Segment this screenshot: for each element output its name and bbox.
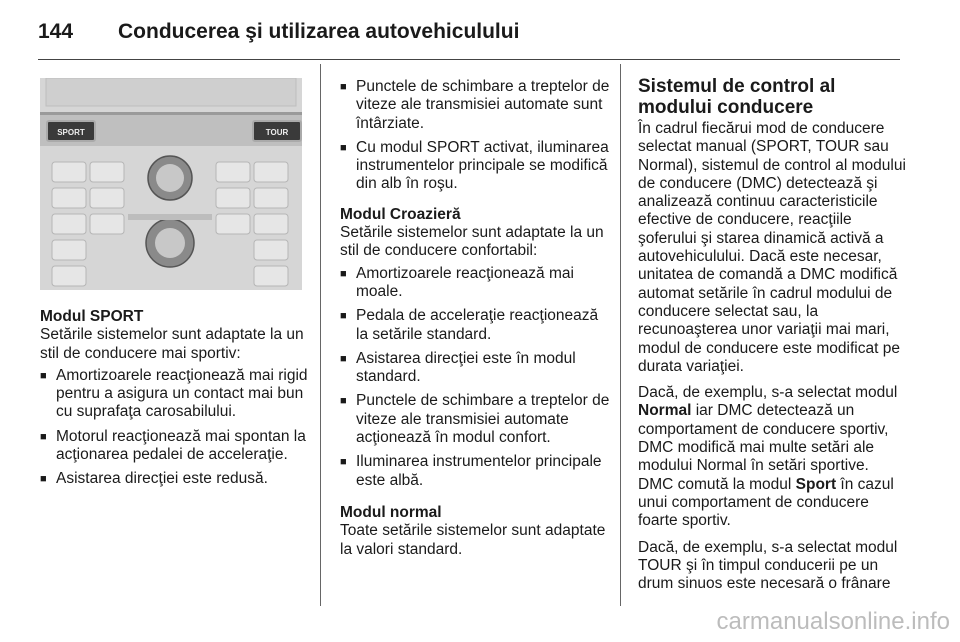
text-run: iar DMC detectează un comportament de conducere sportiv, DMC modifică mai multe setări ale modului Normal în setări sportive. DMC comută la modul xyxy=(638,402,889,493)
column-divider xyxy=(620,64,621,606)
tour-button xyxy=(252,120,302,142)
dmc-heading: Sistemul de control al modului conducere xyxy=(638,76,836,118)
sport-term: Sport xyxy=(795,475,837,493)
list-item: ■ Asistarea direcţiei este redusă. xyxy=(40,470,308,488)
header-rule xyxy=(38,59,900,60)
sport-mode-intro: Setările sistemelor sunt adaptate la un stil de conducere mai sportiv: xyxy=(40,326,304,362)
list-item: ■ Pedala de acceleraţie reacţionează la setările standard. xyxy=(340,307,610,344)
sport-button-label: SPORT xyxy=(57,128,85,137)
text-run: în cazul unui comportament de conducere foarte sportiv. xyxy=(638,475,894,530)
column-divider xyxy=(320,64,321,606)
sport-button xyxy=(46,120,96,142)
dmc-paragraph-3: Dacă, de exemplu, s-a selectat modul TOUR şi în timpul conducerii pe un drum sinuos este necesară o frânare xyxy=(638,538,898,593)
console-photo xyxy=(40,78,302,290)
tour-button-label: TOUR xyxy=(265,128,289,137)
watermark: carmanualsonline.info xyxy=(716,608,950,635)
list-item: ■ Amortizoarele reacţionează mai rigid pentru a asigura un contact mai bun cu suprafaţa carosabilului. xyxy=(40,367,308,422)
page-header xyxy=(38,8,900,60)
list-item: ■ Iluminarea instrumentelor principale este albă. xyxy=(340,453,610,490)
sport-mode-list xyxy=(40,367,308,489)
center-console-illustration xyxy=(40,78,302,290)
list-item: ■ Amortizoarele reacţionează mai moale. xyxy=(340,265,610,302)
list-item: ■ Motorul reacţionează mai spontan la acţionarea pedalei de acceleraţie. xyxy=(40,428,308,465)
page-title: Conducerea şi utilizarea autovehiculului xyxy=(118,20,520,43)
dmc-paragraph-1: În cadrul fiecărui mod de conducere selectat manual (SPORT, TOUR sau Normal), sistemul de control al modului de conducere (DMC) detectează şi analizează continuu caracteristicile efective de conducere, reacţiile şoferului şi starea dinamică activă a autovehiculului. Dacă este necesar, unitatea de comandă a DMC modifică automat setările în cadrul modului de conducere selectat sau, la recunoaşterea unor variaţii mai mari, modul de conducere este modificat pe durata variaţiei. xyxy=(638,120,906,375)
column-2 xyxy=(340,78,610,567)
page-number: 144 xyxy=(38,20,74,43)
text-run: Dacă, de exemplu, s-a selectat modul xyxy=(638,384,898,402)
dmc-paragraph-2 xyxy=(638,384,906,530)
cruise-mode-list xyxy=(340,265,610,490)
list-item: ■ Punctele de schimbare a treptelor de viteze ale transmisiei automate acţionează în modul confort. xyxy=(340,392,610,447)
cruise-mode-heading: Modul Croazieră xyxy=(340,205,461,223)
normal-mode-text: Toate setările sistemelor sunt adaptate la valori standard. xyxy=(340,522,606,558)
cruise-mode-intro: Setările sistemelor sunt adaptate la un stil de conducere confortabil: xyxy=(340,224,604,260)
sport-mode-heading: Modul SPORT xyxy=(40,308,144,325)
column-1 xyxy=(40,78,308,499)
list-item: ■ Punctele de schimbare a treptelor de viteze ale transmisiei automate sunt întârziate. xyxy=(340,78,610,133)
list-item: ■ Asistarea direcţiei este în modul standard. xyxy=(340,350,610,387)
list-item: ■ Cu modul SPORT activat, iluminarea instrumentelor principale se modifică din alb în roşu. xyxy=(340,139,610,194)
sport-mode-list-cont xyxy=(340,78,610,194)
normal-mode-heading: Modul normal xyxy=(340,503,442,521)
column-3 xyxy=(638,76,906,601)
normal-term: Normal xyxy=(638,402,692,420)
